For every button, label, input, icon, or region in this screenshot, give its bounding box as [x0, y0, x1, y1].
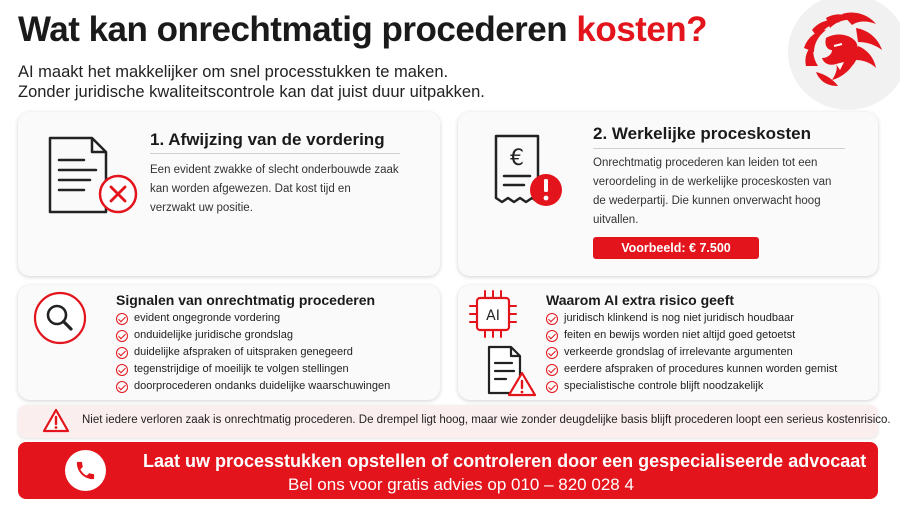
card-costs-heading: 2. Werkelijke proceskosten — [593, 124, 811, 143]
magnifier-icon — [32, 290, 88, 346]
cta-banner[interactable] — [18, 442, 878, 499]
subtitle-line-2: Zonder juridische kwaliteitscontrole kan dat juist duur uitpakken. — [18, 83, 485, 101]
signals-list — [116, 310, 390, 395]
svg-text:€: € — [510, 146, 524, 171]
ai-risk-item-text: feiten en bewijs worden niet altijd goed getoetst — [564, 329, 796, 341]
card-costs-line-1: Onrechtmatig procederen kan leiden tot een — [593, 157, 818, 169]
page-title — [18, 10, 707, 50]
title-accent: kosten? — [576, 10, 708, 49]
ai-chip-label: AI — [486, 308, 500, 324]
warning-triangle-icon — [42, 408, 70, 434]
card-rejection-divider — [150, 153, 400, 154]
check-circle-icon — [116, 364, 128, 376]
ai-chip-icon — [468, 289, 518, 339]
list-item — [116, 361, 390, 378]
check-circle-icon — [546, 330, 558, 342]
subtitle — [18, 62, 485, 102]
card-rejection-line-3: verzwakt uw positie. — [150, 202, 253, 214]
card-ai-risk-heading: Waarom AI extra risico geeft — [546, 292, 735, 308]
card-rejection-line-2: kan worden afgewezen. Dat kost tijd en — [150, 183, 351, 195]
card-costs-line-2: veroordeling in de werkelijke proceskosten van — [593, 176, 832, 188]
list-item — [546, 310, 837, 327]
cta-headline: Laat uw processtukken opstellen of controleren door een gespecialiseerde advocaat — [143, 451, 867, 471]
card-costs-line-4: uitvallen. — [593, 214, 639, 226]
card-costs — [458, 112, 878, 276]
example-cost-badge: Voorbeeld: € 7.500 — [593, 237, 759, 259]
lion-head-icon — [796, 8, 888, 92]
check-circle-icon — [116, 381, 128, 393]
check-circle-icon — [546, 347, 558, 359]
ai-risk-item-text: juridisch klinkend is nog niet juridisch houdbaar — [564, 312, 794, 324]
ai-risk-item-text: specialistische controle blijft noodzakelijk — [564, 380, 764, 392]
warning-bar — [18, 405, 891, 438]
rejected-document-icon — [44, 136, 142, 218]
list-item — [546, 327, 837, 344]
card-ai-risk — [458, 285, 878, 400]
signals-item-text: onduidelijke juridische grondslag — [134, 329, 293, 341]
title-main: Wat kan onrechtmatig procederen — [18, 10, 577, 49]
card-rejection-line-1: Een evident zwakke of slecht onderbouwde zaak — [150, 164, 399, 176]
signals-item-text: evident ongegronde vordering — [134, 312, 281, 324]
check-circle-icon — [546, 364, 558, 376]
ai-risk-item-text: eerdere afspraken of procedures kunnen worden gemist — [564, 363, 838, 375]
ai-risk-item-text: verkeerde grondslag of irrelevante argumenten — [564, 346, 793, 358]
list-item — [116, 327, 390, 344]
card-costs-body — [593, 154, 831, 230]
subtitle-line-1: AI maakt het makkelijker om snel processtukken te maken. — [18, 63, 449, 81]
euro-receipt-warning-icon — [488, 132, 568, 212]
list-item — [546, 344, 837, 361]
card-rejection-body — [150, 161, 399, 218]
ai-risk-list — [546, 310, 837, 395]
phone-icon — [74, 459, 97, 482]
list-item — [116, 378, 390, 395]
signals-item-text: duidelijke afspraken of uitspraken genegeerd — [134, 346, 353, 358]
check-circle-icon — [116, 313, 128, 325]
check-circle-icon — [546, 381, 558, 393]
signals-item-text: tegenstrijdige of moeilijk te volgen stellingen — [134, 363, 349, 375]
warning-text: Niet iedere verloren zaak is onrechtmatig procederen. De drempel ligt hoog, maar wie zonder deugdelijke basis blijft procederen loopt een serieus kostenrisico. — [82, 414, 891, 426]
card-signals-heading: Signalen van onrechtmatig procederen — [116, 292, 376, 308]
signals-item-text: doorprocederen ondanks duidelijke waarschuwingen — [134, 380, 391, 392]
phone-button[interactable] — [65, 450, 106, 491]
list-item — [116, 310, 390, 327]
document-warning-icon — [486, 345, 536, 397]
list-item — [116, 344, 390, 361]
logo — [788, 0, 900, 110]
card-costs-line-3: de wederpartij. Die kunnen onverwacht hoog — [593, 195, 821, 207]
card-signals — [18, 285, 440, 400]
check-circle-icon — [116, 330, 128, 342]
card-rejection — [18, 112, 440, 276]
card-rejection-heading: 1. Afwijzing van de vordering — [150, 130, 385, 149]
check-circle-icon — [546, 313, 558, 325]
list-item — [546, 378, 837, 395]
cta-phone-line[interactable]: Bel ons voor gratis advies op 010 – 820 028 4 — [288, 475, 634, 494]
card-costs-divider — [593, 148, 845, 149]
list-item — [546, 361, 837, 378]
check-circle-icon — [116, 347, 128, 359]
